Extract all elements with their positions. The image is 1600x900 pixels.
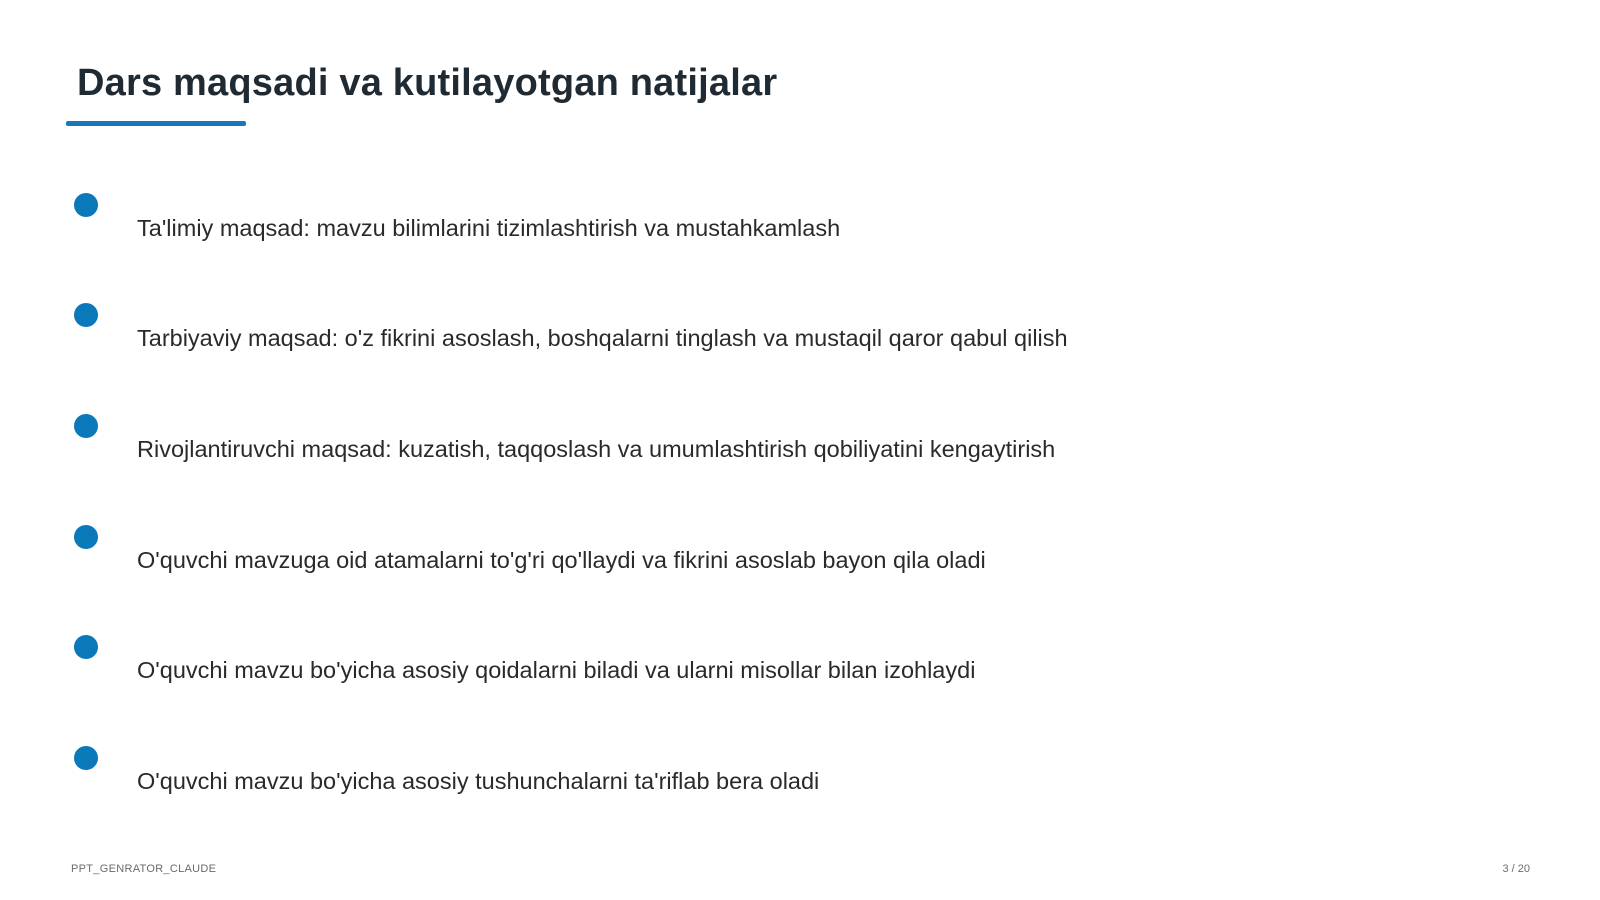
slide-title: Dars maqsadi va kutilayotgan natijalar xyxy=(77,62,778,104)
bullet-text: Tarbiyaviy maqsad: o'z fikrini asoslash, boshqalarni tinglash va mustaqil qaror qabul qilish xyxy=(137,325,1068,351)
bullet-dot-icon xyxy=(74,746,98,770)
bullet-text: Ta'limiy maqsad: mavzu bilimlarini tizimlashtirish va mustahkamlash xyxy=(137,215,841,241)
bullet-text: O'quvchi mavzu bo'yicha asosiy qoidalarni biladi va ularni misollar bilan izohlaydi xyxy=(137,657,976,683)
bullet-dot-icon xyxy=(74,525,98,549)
bullet-dot-icon xyxy=(74,414,98,438)
bullet-text: O'quvchi mavzuga oid atamalarni to'g'ri qo'llaydi va fikrini asoslab bayon qila oladi xyxy=(137,547,986,573)
title-underline xyxy=(66,121,246,126)
bullet-item xyxy=(0,525,1200,585)
page-number: 3 / 20 xyxy=(1502,863,1530,875)
footer-source: PPT_GENRATOR_CLAUDE xyxy=(71,863,217,875)
bullet-dot-icon xyxy=(74,193,98,217)
bullet-dot-icon xyxy=(74,635,98,659)
bullet-item xyxy=(0,746,1200,806)
bullet-item xyxy=(0,193,1200,253)
bullet-item xyxy=(0,635,1200,695)
bullet-item xyxy=(0,303,1200,363)
bullet-text: O'quvchi mavzu bo'yicha asosiy tushunchalarni ta'riflab bera oladi xyxy=(137,768,820,794)
bullet-text: Rivojlantiruvchi maqsad: kuzatish, taqqoslash va umumlashtirish qobiliyatini kengaytirish xyxy=(137,436,1056,462)
bullet-dot-icon xyxy=(74,303,98,327)
bullet-item xyxy=(0,414,1200,474)
